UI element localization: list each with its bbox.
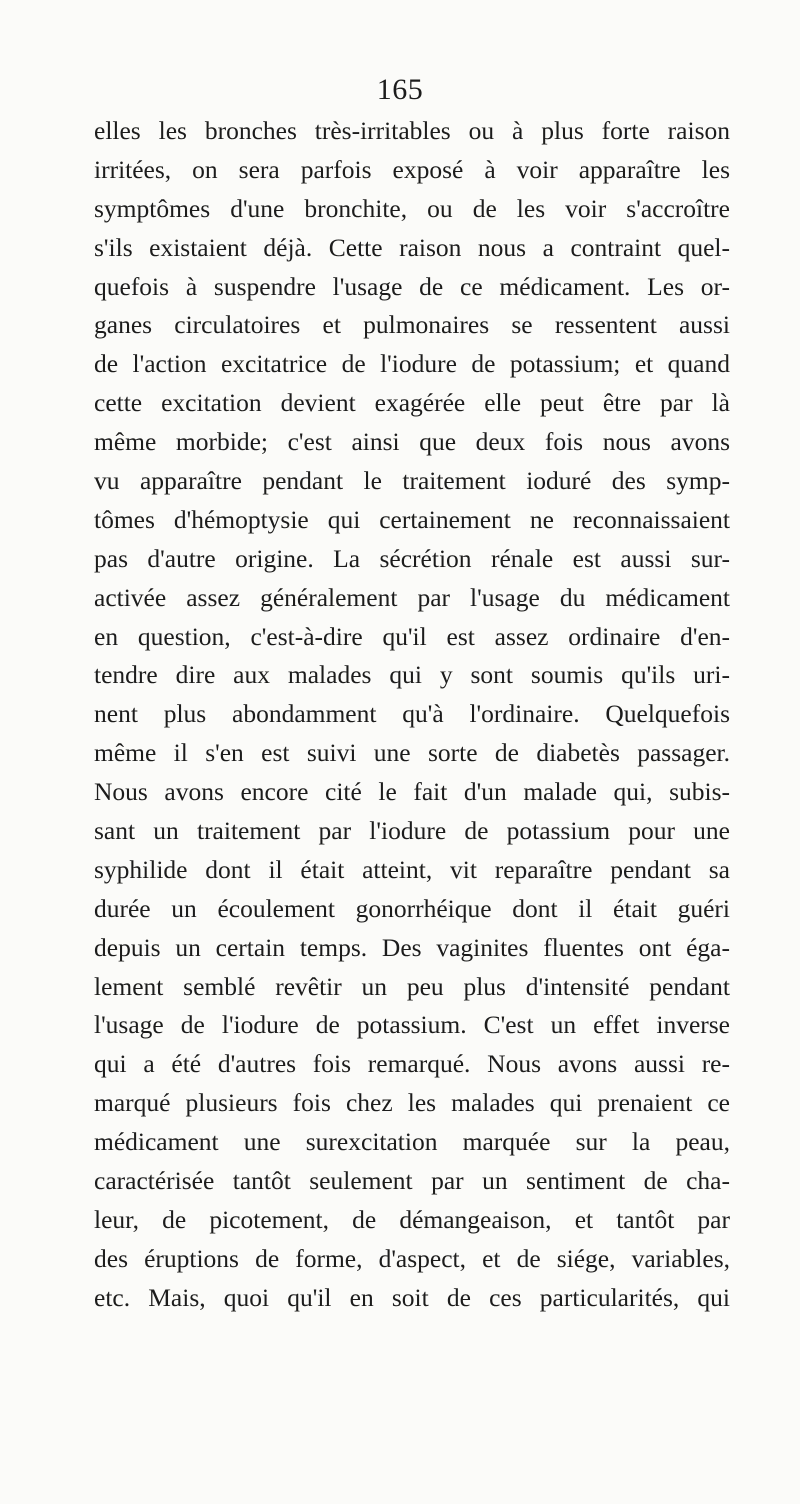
text-line: des éruptions de forme, d'aspect, et de siége, variables, [94, 1243, 730, 1273]
text-line: durée un écoulement gonorrhéique dont il était guéri [94, 893, 730, 923]
text-line: même morbide; c'est ainsi que deux fois nous avons [94, 427, 730, 457]
text-line: leur, de picotement, de démangeaison, et tantôt par [94, 1204, 730, 1234]
text-line: caractérisée tantôt seulement par un sentiment de cha- [94, 1166, 730, 1196]
text-line: elles les bronches très-irritables ou à plus forte raison [94, 116, 730, 145]
text-line: qui a été d'autres fois remarqué. Nous avons aussi re- [94, 1049, 730, 1079]
text-line: activée assez généralement par l'usage du médicament [94, 582, 730, 612]
text-line: cette excitation devient exagérée elle peut être par là [94, 388, 730, 418]
text-line: vu apparaître pendant le traitement ioduré des symp- [94, 466, 730, 496]
text-line: même il s'en est suivi une sorte de diabetès passager. [94, 738, 730, 768]
text-line: l'usage de l'iodure de potassium. C'est un effet inverse [94, 1010, 730, 1040]
text-line: de l'action excitatrice de l'iodure de potassium; et quand [94, 349, 730, 379]
text-line: Nous avons encore cité le fait d'un malade qui, subis- [94, 777, 730, 807]
text-line: symptômes d'une bronchite, ou de les voir s'accroître [94, 193, 730, 223]
body-text [94, 112, 730, 1318]
text-line: syphilide dont il était atteint, vit reparaître pendant sa [94, 854, 730, 884]
text-line: en question, c'est-à-dire qu'il est assez ordinaire d'en- [94, 621, 730, 651]
text-line: marqué plusieurs fois chez les malades qui prenaient ce [94, 1088, 730, 1118]
text-line: ganes circulatoires et pulmonaires se ressentent aussi [94, 310, 730, 340]
text-line: depuis un certain temps. Des vaginites fluentes ont éga- [94, 932, 730, 962]
text-line: s'ils existaient déjà. Cette raison nous a contraint quel- [94, 232, 730, 262]
text-line: nent plus abondamment qu'à l'ordinaire. Quelquefois [94, 699, 730, 729]
page-number: 165 [376, 73, 424, 106]
text-line: pas d'autre origine. La sécrétion rénale est aussi sur- [94, 543, 730, 573]
text-line: sant un traitement par l'iodure de potassium pour une [94, 816, 730, 846]
text-line: lement semblé revêtir un peu plus d'intensité pendant [94, 971, 730, 1001]
text-line: irritées, on sera parfois exposé à voir apparaître les [94, 154, 730, 184]
text-line: tômes d'hémoptysie qui certainement ne reconnaissaient [94, 504, 730, 534]
text-line: quefois à suspendre l'usage de ce médicament. Les or- [94, 271, 730, 301]
text-line: tendre dire aux malades qui y sont soumis qu'ils uri- [94, 660, 730, 690]
text-line: etc. Mais, quoi qu'il en soit de ces particularités, qui [94, 1282, 730, 1312]
text-line: médicament une surexcitation marquée sur la peau, [94, 1127, 730, 1157]
